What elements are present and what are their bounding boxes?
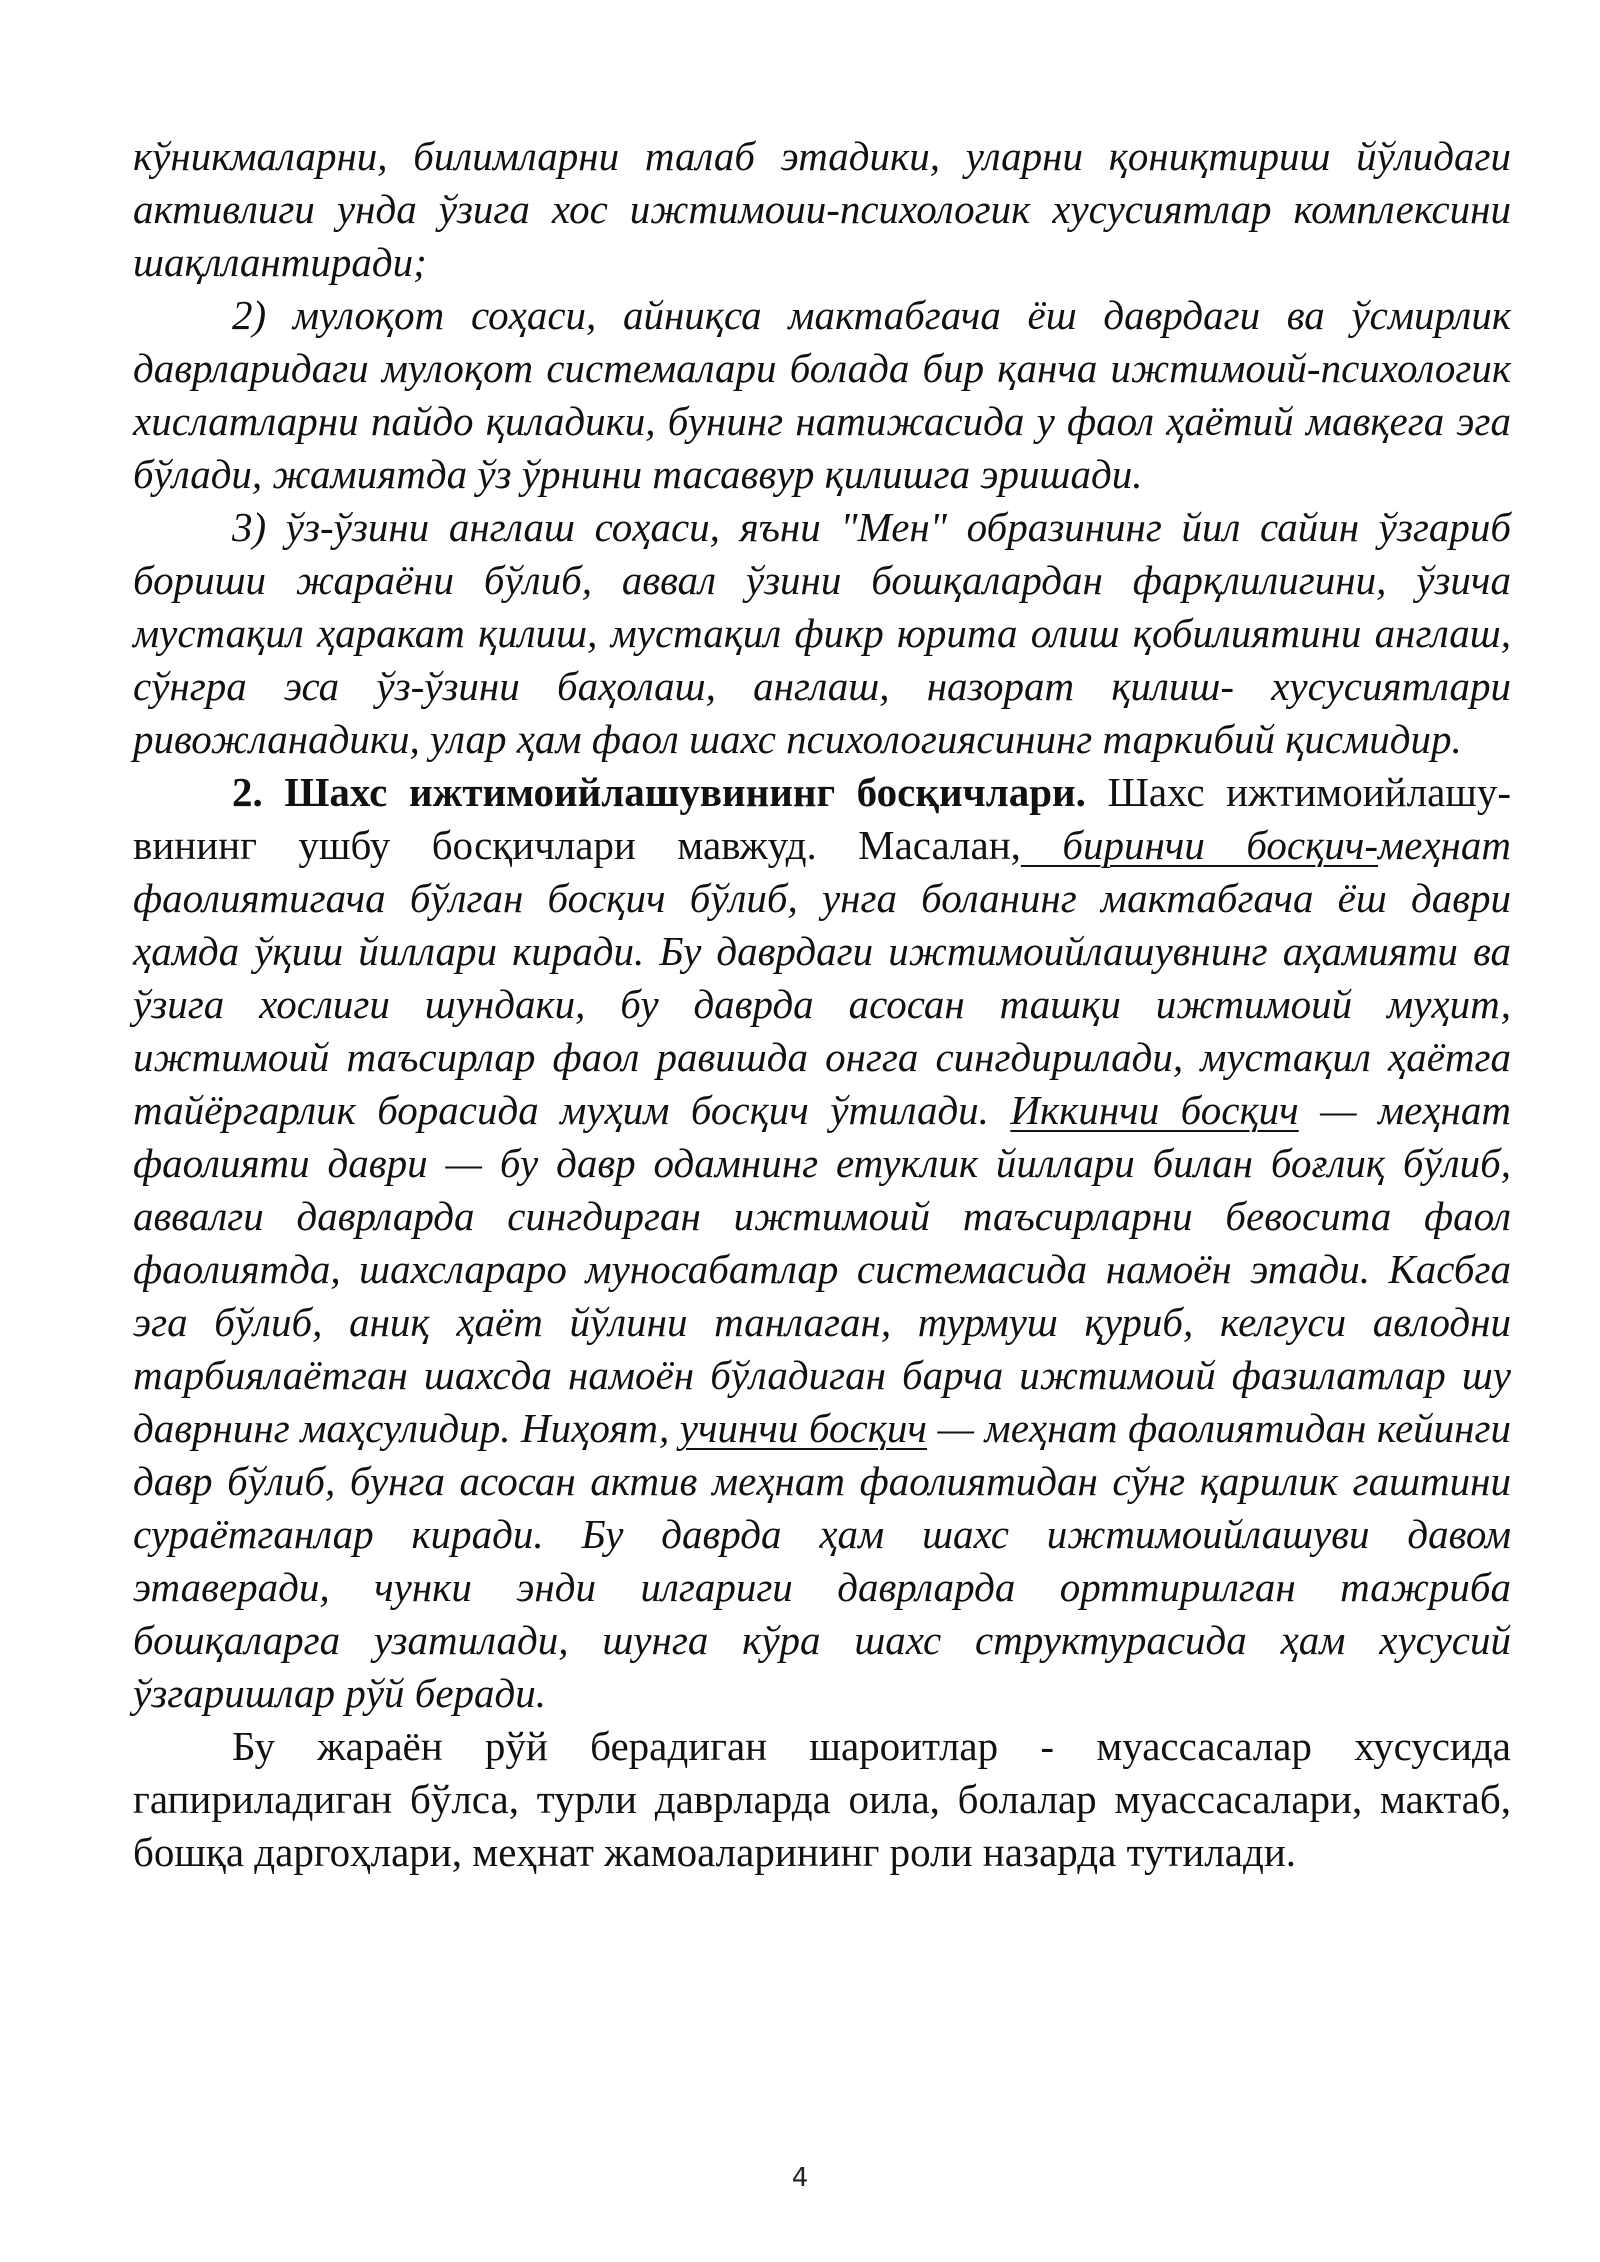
third-stage-term: учинчи босқич	[679, 1405, 927, 1451]
first-stage-term: биринчи босқич-	[1020, 822, 1378, 868]
paragraph-communication-sphere: 2) мулоқот соҳаси, айниқса мактабгача ёш даврдаги ва ўсмирлик даврларидаги мулоқот системалари болада бир қанча ижтимоий-психологик хислатларни пайдо қиладики, бунинг натижасида у фаол ҳаётий мавқега эга бўлади, жамиятда ўз ўрнини тасаввур қилишга эришади.	[133, 292, 1511, 497]
second-stage-text: — меҳнат фаолияти даври — бу давр одамнинг етуклик йиллари билан боғлиқ бўлиб, аввалги даврларда сингдирган ижтимоий таъсирларни бевосита фаол фаолиятда, шахслараро муносабатлар системасида намоён этади. Касбга эга бўлиб, аниқ ҳаёт йўлини танлаган, турмуш қуриб, келгуси авлодни тарбиялаётган шахсда намоён бўладиган барча ижтимоий фазилатлар шу даврнинг маҳсулидир. Ниҳоят,	[133, 1087, 1512, 1451]
paragraph-institutions: Бу жараён рўй берадиган шароитлар - муассасалар хусусида гапириладиган бўлса, турли даврларда оила, болалар муассасалари, мактаб, бошқа даргоҳлари, меҳнат жамоаларининг роли назарда тутилади.	[133, 1723, 1511, 1875]
document-page	[133, 130, 1511, 1879]
first-stage-text: меҳнат фаолиятигача бўлган босқич бўлиб, унга боланинг мактабгача ёш даври ҳамда ўқиш йиллари киради. Бу даврдаги ижтимоийлашувнинг аҳамияти ва ўзига хослиги шундаки, бу даврда асосан ташқи ижтимоий муҳит, ижтимоий таъсирлар фаол равишда онгга сингдирилади, мустақил ҳаётга тайёргарлик борасида муҳим босқич ўтилади.	[133, 822, 1511, 1133]
paragraph-socialization-stages	[133, 766, 1511, 1720]
third-stage-text: — меҳнат фаолиятидан кейинги давр бўлиб, бунга асосан актив меҳнат фаолиятидан сўнг қарилик гаштини сураётганлар киради. Бу даврда ҳам шахс ижтимоийлашуви давом этаверади, чунки энди илгариги даврларда орттирилган тажриба бошқаларга узатилади, шунга кўра шахс структурасида ҳам хусусий ўзгаришлар рўй беради.	[133, 1405, 1512, 1716]
paragraph-lead-text: Шахс ижтимоийлашу-вининг ушбу босқичлари мавжуд. Масалан,	[133, 769, 1511, 868]
paragraph-self-awareness-sphere: 3) ўз-ўзини англаш соҳаси, яъни "Мен" образининг йил сайин ўзгариб бориши жараёни бўлиб, аввал ўзини бошқалардан фарқлилигини, ўзича мустақил ҳаракат қилиш, мустақил фикр юрита олиш қобилиятини англаш, сўнгра эса ўз-ўзини баҳолаш, англаш, назорат қилиш- хусусиятлари ривожланадики, улар ҳам фаол шахс психологиясининг таркибий қисмидир.	[133, 504, 1511, 762]
page-number: 4	[791, 2163, 809, 2193]
section-heading: 2. Шахс ижтимоийлашувининг босқичлари.	[232, 769, 1086, 815]
second-stage-term: Иккинчи босқич	[1010, 1087, 1299, 1133]
paragraph-skills-continuation: кўникмаларни, билимларни талаб этадики, уларни қониқтириш йўлидаги активлиги унда ўзига хос ижтимоии-психологик хусусиятлар комплексини шақллантиради;	[133, 133, 1511, 285]
